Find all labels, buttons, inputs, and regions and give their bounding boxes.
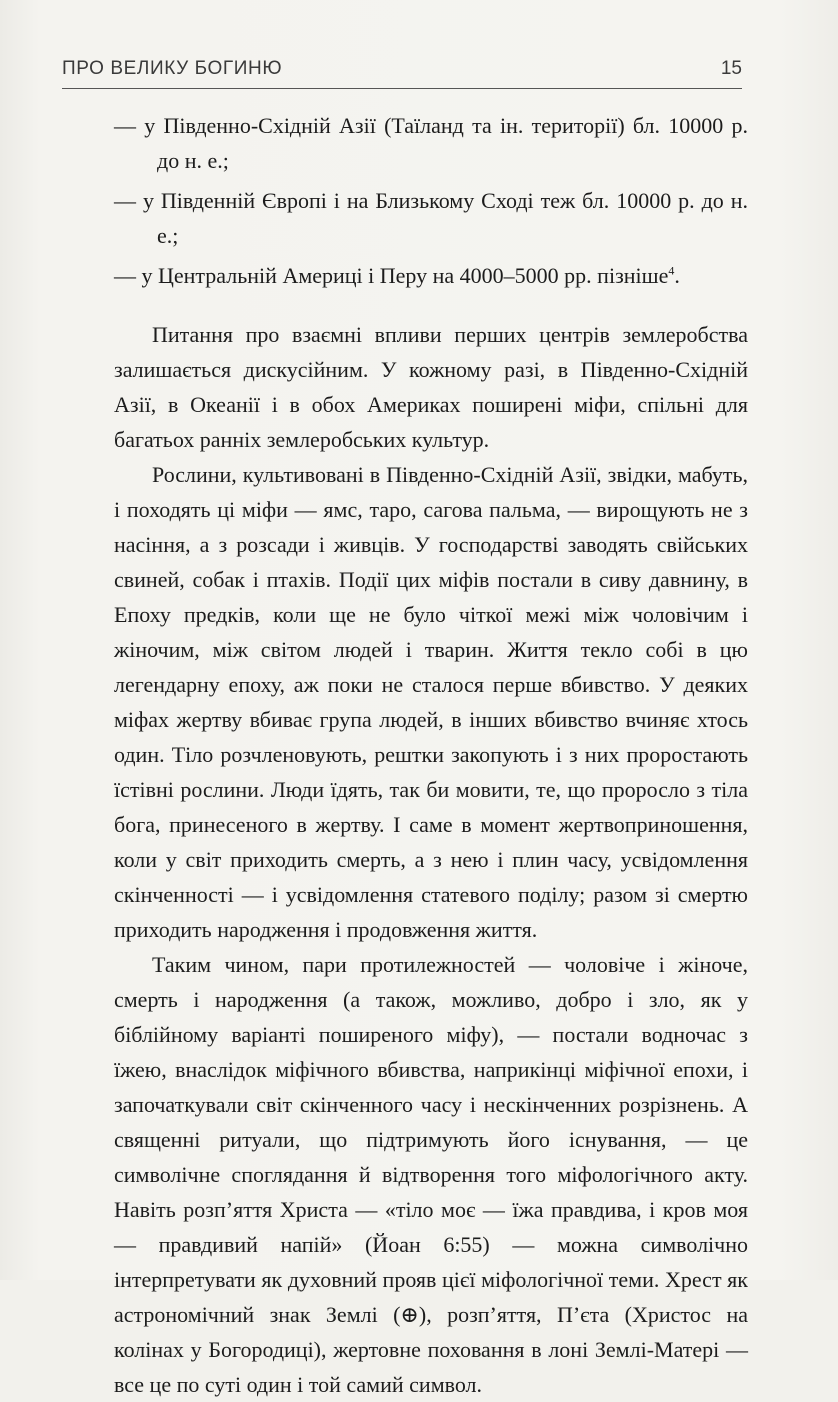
running-head <box>62 58 742 89</box>
running-title: ПРО ВЕЛИКУ БОГИНЮ <box>62 58 283 79</box>
list-item: — у Південно-Східній Азії (Таїланд та ін. території) бл. 10000 р. до н. е.; <box>114 113 748 173</box>
list-item: — у Південній Європі і на Близькому Сході теж бл. 10000 р. до н. е.; <box>114 188 748 248</box>
paragraph: Рослини, культивовані в Південно-Східній Азії, звідки, мабуть, і походять ці міфи — ямс, таро, сагова пальма, — вирощують не з насіння, а з розсади і живців. У господарстві заводять свійських свиней, собак і птахів. Події цих міфів постали в сиву давнину, в Епоху предків, коли ще не було чіткої межі між чоловічим і жіночим, між світом людей і тварин. Життя текло собі в цю легендарну епоху, аж поки не сталося перше вбивство. У деяких міфах жертву вбиває група людей, в інших вбивство вчиняє хтось один. Тіло розчленовують, рештки закопують і з них проростають їстівні рослини. Люди їдять, так би мовити, те, що проросло з тіла бога, принесеного в жертву. І саме в момент жертвоприношення, коли у світ приходить смерть, а з нею і плин часу, усвідомлення скінченності — і усвідомлення статевого поділу; разом зі смертю приходить народження і продовження життя. <box>114 462 748 942</box>
footnote-ref: 4 <box>668 263 675 278</box>
body-text <box>114 108 748 1402</box>
page-number: 15 <box>720 58 742 79</box>
paragraph: Таким чином, пари протилежностей — чоловіче і жіноче, смерть і народження (а також, можливо, добро і зло, як у біблійному варіанті поширеного міфу), — постали водночас з їжею, внаслідок міфічного вбивства, наприкінці міфічної епохи, і започаткували світ скінченного часу і нескінченних розрізнень. А священні ритуали, що підтримують його існування, — це символічне споглядання й відтворення того міфологічного акту. Навіть розп’яття Христа — «тіло моє — їжа правдива, і кров моя — правдивий напій» (Йоан 6:55) — можна символічно інтерпретувати як духовний прояв цієї міфологічної теми. Хрест як астрономічний знак Землі (⊕), розп’яття, П’єта (Христос на колінах у Богородиці), жертовне поховання в лоні Землі-Матері — все це по суті один і той самий символ. <box>114 952 748 1397</box>
list-item: — у Центральній Америці і Перу на 4000–5000 рр. пізніше$^4$. <box>114 263 680 288</box>
paragraph: Питання про взаємні впливи перших центрів землеробства залишається дискусійним. У кожному разі, в Південно-Східній Азії, в Океанії і в обох Америках поширені міфи, спільні для багатьох ранніх землеробських культур. <box>114 322 748 452</box>
